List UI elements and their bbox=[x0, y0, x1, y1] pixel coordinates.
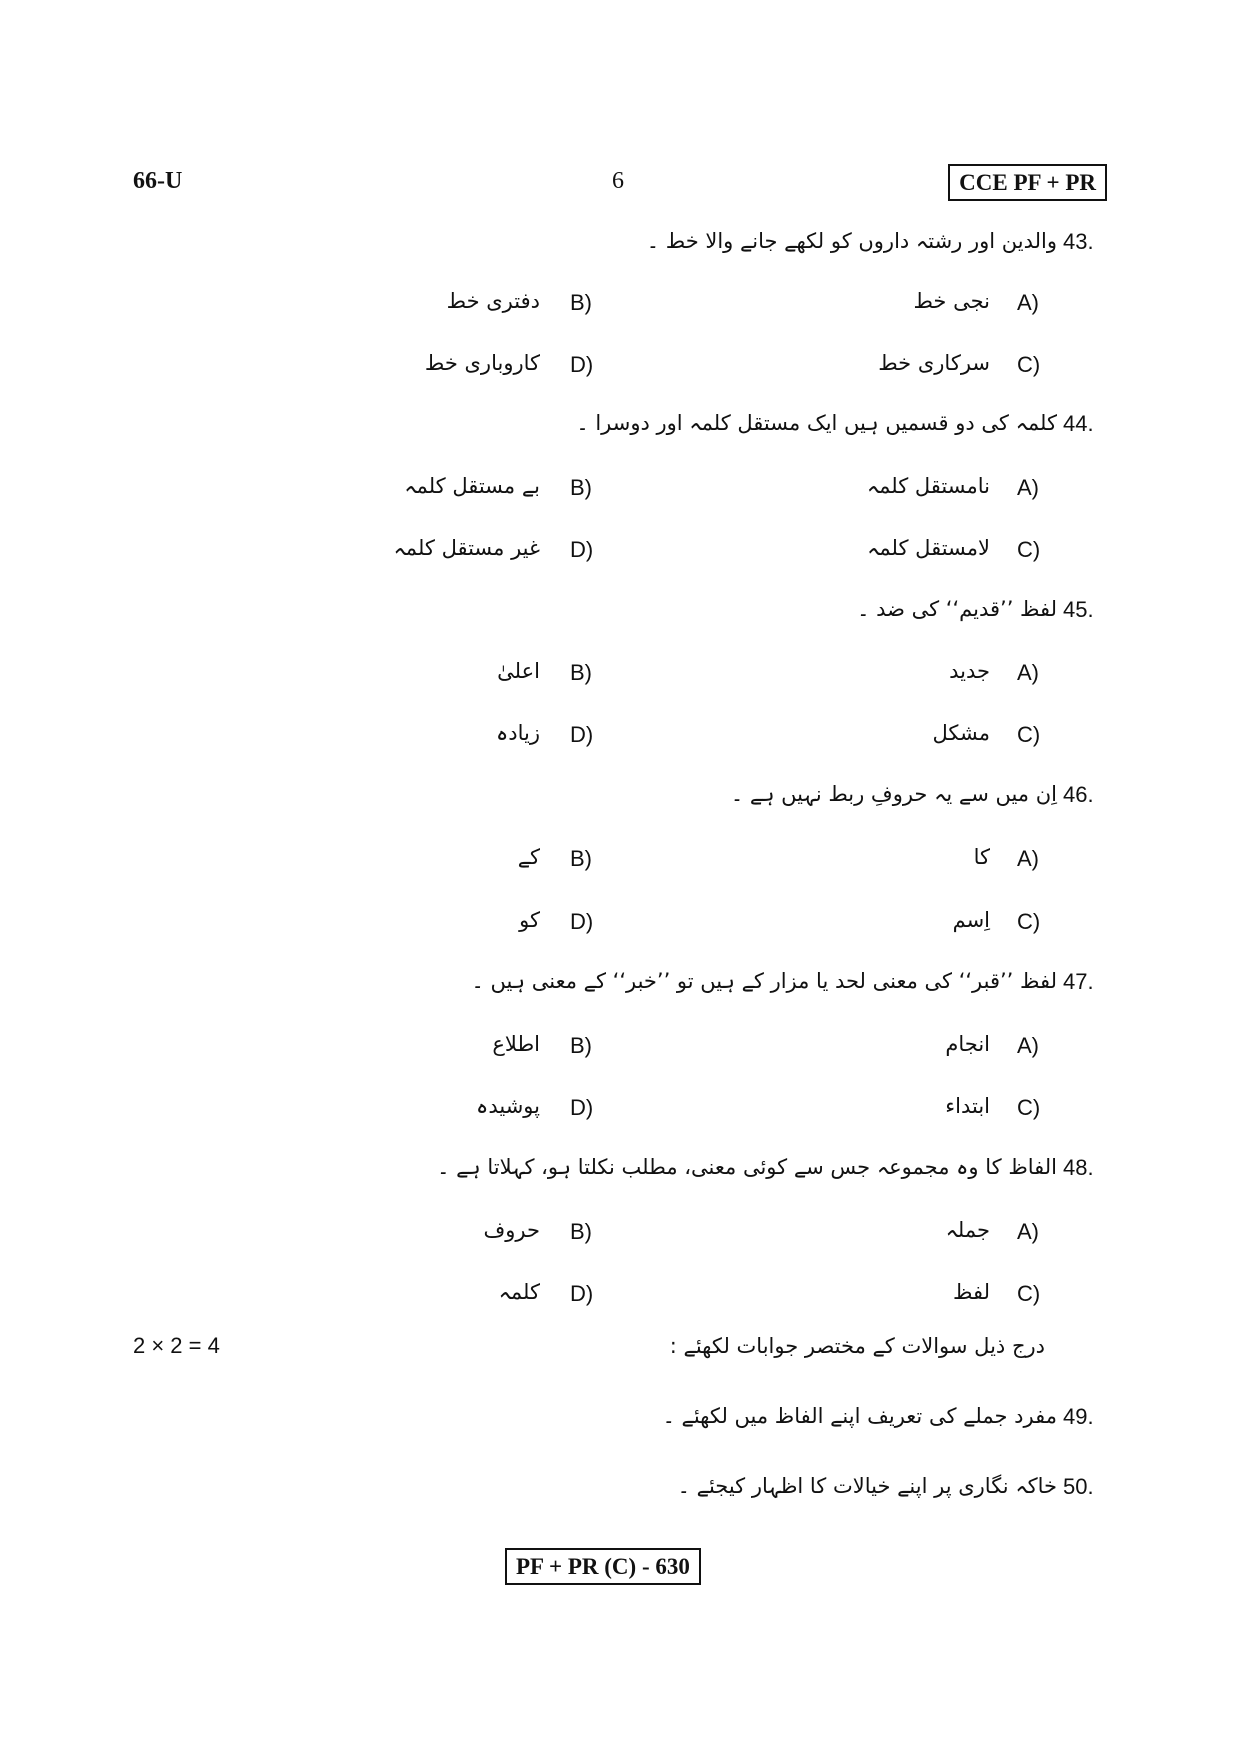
section-instruction: درج ذیل سوالات کے مختصر جوابات لکھئے : bbox=[669, 1334, 1045, 1358]
option-letter: B) bbox=[570, 290, 592, 315]
option-text: اعلیٰ bbox=[497, 659, 540, 683]
option-text: لامستقل کلمہ bbox=[867, 536, 990, 560]
question-number: 49. bbox=[1063, 1404, 1094, 1429]
option-letter: C) bbox=[1017, 1095, 1041, 1120]
option-text: غیر مستقل کلمہ bbox=[393, 536, 540, 560]
option-text: کلمہ bbox=[498, 1280, 540, 1304]
option-letter: B) bbox=[570, 475, 592, 500]
option-text: کا bbox=[973, 845, 990, 869]
paper-code: 66-U bbox=[133, 168, 183, 194]
question-number: 50. bbox=[1063, 1474, 1094, 1499]
option-letter: C) bbox=[1017, 352, 1041, 377]
option-text: جدید bbox=[949, 659, 990, 683]
question-text: مفرد جملے کی تعریف اپنے الفاظ میں لکھئے ۔ bbox=[662, 1404, 1057, 1428]
question-text: والدین اور رشتہ داروں کو لکھے جانے والا خط ۔ bbox=[646, 229, 1057, 253]
option-letter: A) bbox=[1017, 475, 1039, 500]
option-text: مشکل bbox=[932, 721, 990, 745]
option-text: حروف bbox=[483, 1218, 540, 1242]
question-number: 48. bbox=[1063, 1155, 1094, 1180]
option-text: کے bbox=[517, 845, 540, 869]
question-text: الفاظ کا وہ مجموعہ جس سے کوئی معنی، مطلب نکلتا ہو، کہلاتا ہے ۔ bbox=[437, 1155, 1057, 1179]
question-number: 45. bbox=[1063, 597, 1094, 622]
question-text: خاکہ نگاری پر اپنے خیالات کا اظہار کیجئے ۔ bbox=[677, 1474, 1057, 1498]
option-text: نجی خط bbox=[913, 289, 990, 313]
option-text: کاروباری خط bbox=[424, 351, 540, 375]
option-letter: D) bbox=[570, 1281, 594, 1306]
option-text: پوشیدہ bbox=[476, 1094, 540, 1118]
option-letter: D) bbox=[570, 352, 594, 377]
option-letter: D) bbox=[570, 537, 594, 562]
question-number: 43. bbox=[1063, 229, 1094, 254]
option-text: سرکاری خط bbox=[878, 351, 990, 375]
option-text: اطلاع bbox=[492, 1032, 540, 1056]
question-text: اِن میں سے یہ حروفِ ربط نہیں ہے ۔ bbox=[730, 782, 1057, 806]
option-letter: D) bbox=[570, 909, 594, 934]
section-marks: 2 × 2 = 4 bbox=[133, 1333, 220, 1358]
option-letter: B) bbox=[570, 660, 592, 685]
option-text: اِسم bbox=[952, 908, 990, 932]
option-letter: B) bbox=[570, 1219, 592, 1244]
option-text: لفظ bbox=[953, 1280, 990, 1304]
option-letter: A) bbox=[1017, 846, 1039, 871]
question-text: لفظ ’’قدیم‘‘ کی ضد ۔ bbox=[857, 597, 1057, 621]
option-text: بے مستقل کلمہ bbox=[404, 474, 540, 498]
question-number: 44. bbox=[1063, 411, 1094, 436]
option-text: زیادہ bbox=[495, 721, 540, 745]
option-letter: C) bbox=[1017, 722, 1041, 747]
page-number: 6 bbox=[612, 168, 624, 194]
option-letter: C) bbox=[1017, 537, 1041, 562]
footer-code-box: PF + PR (C) - 630 bbox=[505, 1548, 701, 1585]
option-text: انجام bbox=[945, 1032, 990, 1056]
option-text: دفتری خط bbox=[446, 289, 540, 313]
option-text: ابتداء bbox=[945, 1094, 990, 1118]
question-number: 46. bbox=[1063, 782, 1094, 807]
option-letter: A) bbox=[1017, 1219, 1039, 1244]
exam-code-box: CCE PF + PR bbox=[948, 164, 1107, 201]
option-letter: C) bbox=[1017, 909, 1041, 934]
option-letter: D) bbox=[570, 1095, 594, 1120]
option-text: نامستقل کلمہ bbox=[866, 474, 990, 498]
option-letter: B) bbox=[570, 846, 592, 871]
option-letter: A) bbox=[1017, 290, 1039, 315]
option-text: جملہ bbox=[945, 1218, 990, 1242]
question-text: لفظ ’’قبر‘‘ کی معنی لحد یا مزار کے ہیں تو ’’خبر‘‘ کے معنی ہیں ۔ bbox=[471, 969, 1057, 993]
option-text: کو bbox=[519, 908, 540, 932]
question-text: کلمہ کی دو قسمیں ہیں ایک مستقل کلمہ اور دوسرا ۔ bbox=[576, 411, 1057, 435]
option-letter: A) bbox=[1017, 660, 1039, 685]
option-letter: D) bbox=[570, 722, 594, 747]
option-letter: C) bbox=[1017, 1281, 1041, 1306]
option-letter: A) bbox=[1017, 1033, 1039, 1058]
option-letter: B) bbox=[570, 1033, 592, 1058]
question-number: 47. bbox=[1063, 969, 1094, 994]
